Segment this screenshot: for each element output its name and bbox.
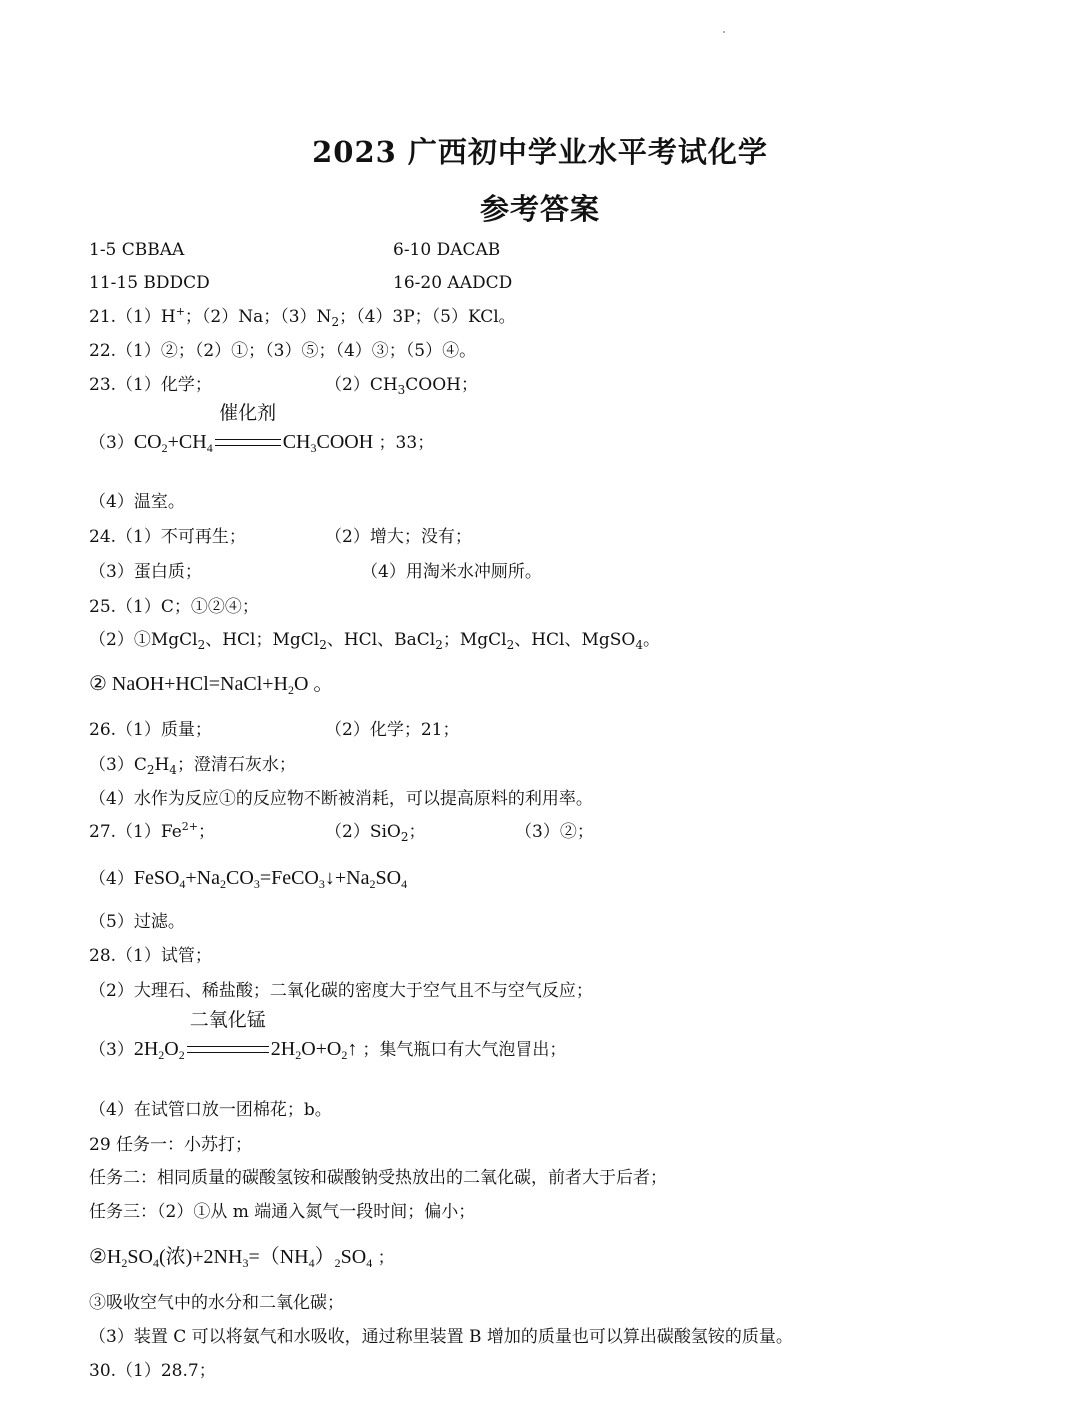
answer-26-1: 26.（1）质量； bbox=[89, 720, 212, 740]
answer-21 bbox=[89, 307, 516, 327]
subscript: 4 bbox=[169, 763, 177, 777]
equation-label: （4） bbox=[89, 869, 134, 889]
reaction-equals-sign bbox=[185, 1009, 271, 1062]
equation-text: =（NH bbox=[248, 1246, 309, 1268]
subscript: 3 bbox=[253, 877, 260, 891]
double-line bbox=[215, 439, 281, 446]
answer-23-2-tail: COOH； bbox=[405, 375, 479, 395]
subscript: 2 bbox=[369, 877, 376, 891]
answer-21-part-a: 21.（1）H bbox=[89, 307, 176, 327]
equation-text: SO bbox=[340, 1246, 367, 1268]
double-line bbox=[187, 1046, 269, 1053]
subscript: 2 bbox=[334, 1256, 341, 1270]
subscript: 2 bbox=[506, 638, 515, 652]
equation-tail: ； bbox=[372, 1248, 395, 1268]
answer-text: 、HCl、BaCl bbox=[326, 630, 436, 650]
equation-text: ② NaOH+HCl=NaCl+H bbox=[89, 673, 288, 695]
scan-speck bbox=[723, 31, 725, 33]
answer-24-1: 24.（1）不可再生； bbox=[89, 527, 246, 547]
answer-text: 。 bbox=[643, 630, 661, 650]
reactant: O bbox=[164, 1038, 179, 1060]
subscript: 2 bbox=[220, 877, 227, 891]
answer-text: 、HCl、MgSO bbox=[514, 630, 636, 650]
subscript: 2 bbox=[287, 683, 294, 697]
answer-25-equation bbox=[89, 672, 333, 696]
answer-text: （2）SiO bbox=[325, 822, 401, 842]
answer-29-task-3: 任务三：（2）①从 m 端通入氮气一段时间；偏小； bbox=[89, 1202, 476, 1222]
answer-26-4: （4）水作为反应①的反应物不断被消耗，可以提高原料的利用率。 bbox=[89, 789, 593, 809]
subscript: 4 bbox=[308, 1256, 315, 1270]
answers-6-10: 6-10 DACAB bbox=[393, 240, 501, 260]
subscript: 2 bbox=[197, 638, 206, 652]
subscript: 2 bbox=[178, 1048, 185, 1062]
subscript: 4 bbox=[152, 1256, 159, 1270]
subscript: 2 bbox=[121, 1256, 128, 1270]
answer-24-4: （4）用淘米水冲厕所。 bbox=[361, 562, 542, 582]
answer-29-conclusion: （3）装置 C 可以将氨气和水吸收，通过称里装置 B 增加的质量也可以算出碳酸氢铵的质量。 bbox=[89, 1327, 793, 1347]
answer-27-2 bbox=[325, 822, 425, 842]
answer-30-1: 30.（1）28.7； bbox=[89, 1361, 216, 1381]
answer-26-3 bbox=[89, 755, 296, 775]
answer-28-1: 28.（1）试管； bbox=[89, 946, 212, 966]
equation-text: SO bbox=[127, 1246, 153, 1268]
product: CH bbox=[282, 431, 311, 453]
answers-16-20: 16-20 AADCD bbox=[393, 273, 513, 293]
answer-23-1: 23.（1）化学； bbox=[89, 375, 212, 395]
subscript: 4 bbox=[366, 1256, 373, 1270]
gas-arrow: ↑ bbox=[347, 1038, 358, 1060]
answer-24-2: （2）增大；没有； bbox=[325, 527, 472, 547]
subscript: 2 bbox=[400, 830, 409, 844]
answer-21-part-c: ；（4）3P；（5）KCl。 bbox=[339, 307, 516, 327]
answer-25-1: 25.（1）C；①②④； bbox=[89, 597, 259, 617]
answer-27-4-equation bbox=[89, 866, 407, 891]
reactant: +CH bbox=[167, 431, 207, 453]
answers-1-5: 1-5 CBBAA bbox=[89, 240, 185, 260]
subscript: 2 bbox=[319, 638, 327, 652]
answer-27-5: （5）过滤。 bbox=[89, 912, 185, 932]
equation-tail: ；33； bbox=[373, 433, 435, 453]
equation-text: (浓)+2NH bbox=[158, 1246, 243, 1268]
subscript: 3 bbox=[397, 383, 406, 397]
answer-28-3-equation bbox=[89, 1009, 567, 1062]
equation-text: FeSO bbox=[133, 867, 180, 889]
answer-28-4: （4）在试管口放一团棉花；b。 bbox=[89, 1100, 332, 1120]
equation-text: ②H bbox=[89, 1246, 122, 1268]
answers-11-15: 11-15 BDDCD bbox=[89, 273, 210, 293]
answer-21-part-b: ；（2）Na；（3）N bbox=[184, 307, 332, 327]
product: COOH bbox=[316, 431, 374, 453]
product: O+O bbox=[301, 1038, 342, 1060]
answer-text: （2）①MgCl bbox=[89, 630, 198, 650]
answer-23-3-equation bbox=[89, 402, 435, 455]
answer-25-2 bbox=[89, 630, 660, 650]
subscript: 2 bbox=[161, 441, 168, 455]
answer-text: H bbox=[154, 755, 170, 775]
equation-text: +Na bbox=[185, 867, 221, 889]
answer-24-3: （3）蛋白质； bbox=[89, 562, 202, 582]
answer-text: ； bbox=[408, 822, 426, 842]
answer-text: （3）C bbox=[89, 755, 147, 775]
answer-text: 27.（1）Fe bbox=[89, 822, 182, 842]
reaction-condition: 二氧化锰 bbox=[189, 1009, 266, 1032]
subscript: 3 bbox=[242, 1256, 249, 1270]
subscript: 3 bbox=[310, 441, 317, 455]
subscript: 3 bbox=[318, 877, 325, 891]
equation-label: （3） bbox=[89, 433, 134, 453]
subscript: 4 bbox=[206, 441, 213, 455]
answer-28-2: （2）大理石、稀盐酸；二氧化碳的密度大于空气且不与空气反应； bbox=[89, 981, 593, 1001]
answer-29-equation bbox=[89, 1245, 395, 1270]
equation-tail: ；集气瓶口有大气泡冒出； bbox=[362, 1040, 567, 1060]
subscript: 4 bbox=[179, 877, 186, 891]
answer-23-2-text: （2）CH bbox=[325, 375, 398, 395]
answer-29-task-1: 29 任务一：小苏打； bbox=[89, 1135, 253, 1155]
subscript: 2 bbox=[295, 1048, 302, 1062]
answer-22: 22.（1）②；（2）①；（3）⑤；（4）③；（5）④。 bbox=[89, 341, 477, 361]
equation-label: （3） bbox=[89, 1040, 134, 1060]
answer-26-2: （2）化学；21； bbox=[325, 720, 460, 740]
reaction-condition: 催化剂 bbox=[219, 402, 277, 425]
subscript: 2 bbox=[331, 315, 340, 329]
product: 2H bbox=[270, 1038, 296, 1060]
subscript: 4 bbox=[635, 638, 644, 652]
reactant: 2H bbox=[133, 1038, 159, 1060]
subscript: 2 bbox=[146, 763, 155, 777]
equation-text: O 。 bbox=[293, 673, 334, 695]
equation-text: ↓+Na bbox=[324, 867, 370, 889]
reactant: CO bbox=[133, 431, 162, 453]
answer-text: ； bbox=[198, 822, 215, 842]
answer-text: 、HCl；MgCl bbox=[205, 630, 320, 650]
equation-text: SO bbox=[375, 867, 402, 889]
equation-text: ） bbox=[314, 1246, 335, 1268]
document-title: 2023 广西初中学业水平考试化学 bbox=[312, 135, 768, 169]
subscript: 4 bbox=[401, 877, 408, 891]
reaction-equals-sign bbox=[213, 402, 283, 455]
answer-text: ；MgCl bbox=[442, 630, 507, 650]
subscript: 2 bbox=[158, 1048, 165, 1062]
equation-text: =FeCO bbox=[259, 867, 319, 889]
answer-29-task-2: 任务二：相同质量的碳酸氢铵和碳酸钠受热放出的二氧化碳，前者大于后者； bbox=[89, 1168, 667, 1188]
subscript: 2 bbox=[435, 638, 443, 652]
equation-text: CO bbox=[226, 867, 254, 889]
answer-27-3: （3）②； bbox=[515, 822, 594, 842]
answer-23-2 bbox=[325, 375, 478, 395]
answer-text: ；澄清石灰水； bbox=[176, 755, 296, 775]
answer-23-4: （4）温室。 bbox=[89, 492, 185, 512]
document-subtitle: 参考答案 bbox=[479, 192, 600, 226]
answer-29-3-3: ③吸收空气中的水分和二氧化碳； bbox=[89, 1293, 344, 1313]
superscript: + bbox=[175, 305, 185, 318]
answer-27-1 bbox=[89, 822, 215, 842]
superscript: 2+ bbox=[181, 820, 198, 833]
subscript: 2 bbox=[341, 1048, 348, 1062]
